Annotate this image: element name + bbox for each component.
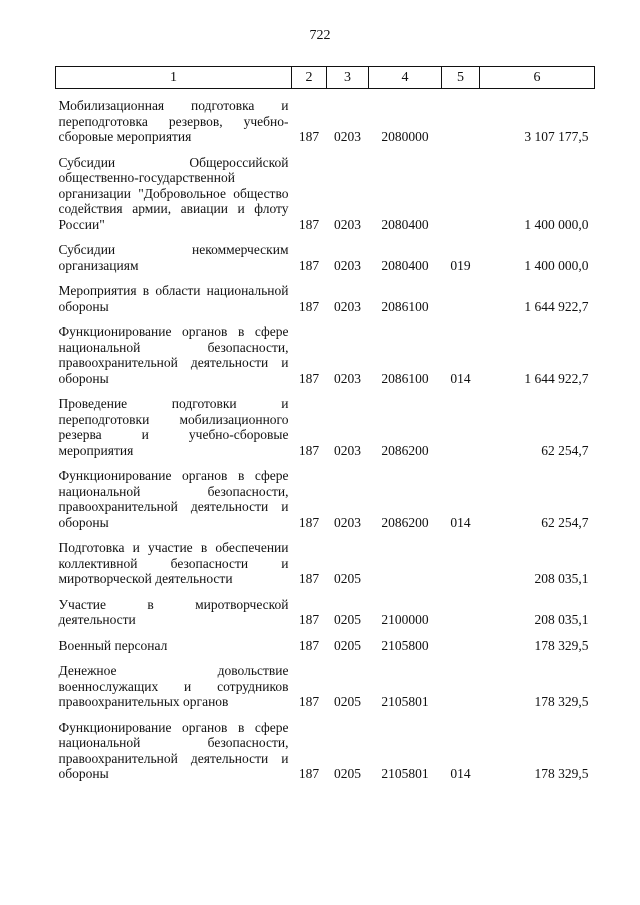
row-description: Подготовка и участие в обеспечении коллективной безопасности и миротворческой деятельности [58,540,289,586]
row-col-5: 019 [450,257,471,273]
row-col-3: 0205 [334,766,361,781]
row-description: Функционирование органов в сфере национальной безопасности, правоохранительной деятельности и обороны [58,468,289,530]
table-row [56,530,595,587]
row-col-2: 187 [298,298,320,314]
table-row [56,314,595,386]
row-col-5 [442,386,480,458]
row-description: Мобилизационная подготовка и переподготовка резервов, учебно-сборовые мероприятия [58,98,289,144]
row-col-5 [442,628,480,654]
header-col-1: 1 [56,67,292,89]
row-amount: 178 329,5 [534,694,589,709]
row-col-3: 0203 [334,298,361,314]
row-description: Функционирование органов в сфере национальной безопасности, правоохранительной деятельности и обороны [58,719,289,781]
row-col-2: 187 [298,216,320,232]
row-col-2: 187 [298,370,320,386]
row-col-2: 187 [298,571,320,586]
row-col-4: 2080000 [381,129,429,144]
table-row [56,458,595,530]
row-amount: 62 254,7 [541,514,589,530]
row-col-5: 014 [450,514,471,530]
row-amount: 3 107 177,5 [524,129,589,144]
row-col-3: 0205 [334,612,361,627]
row-col-4: 2086100 [381,298,429,314]
row-col-2: 187 [298,612,320,627]
header-row [56,67,595,89]
row-amount: 1 400 000,0 [524,216,589,232]
row-col-2: 187 [298,442,320,458]
row-description: Проведение подготовки и переподготовки мобилизационного резерва и учебно-сборовые мероприятия [58,396,289,458]
row-col-4: 2080400 [381,257,429,273]
header-col-5: 5 [442,67,480,89]
header-col-6: 6 [480,67,595,89]
row-col-4: 2105801 [381,694,429,709]
table-header [56,67,595,89]
row-description: Участие в миротворческой деятельности [58,596,289,627]
row-col-4: 2086200 [381,442,429,458]
row-col-4: 2100000 [381,612,429,627]
row-col-2: 187 [298,129,320,144]
row-amount: 1 644 922,7 [524,298,589,314]
row-col-5 [442,273,480,314]
table-row [56,232,595,273]
row-col-2: 187 [298,257,320,273]
row-col-3: 0203 [334,442,361,458]
row-col-4: 2105801 [381,766,429,781]
table-row [56,628,595,654]
row-amount: 1 400 000,0 [524,257,589,273]
header-col-4: 4 [369,67,442,89]
row-description: Субсидии некоммерческим организациям [58,242,289,273]
row-col-5 [442,145,480,233]
row-col-5: 014 [450,766,471,781]
row-amount: 178 329,5 [534,766,589,781]
row-col-3: 0203 [334,514,361,530]
row-description: Военный персонал [58,637,168,653]
row-amount: 208 035,1 [534,571,589,586]
row-amount: 178 329,5 [534,637,589,653]
row-description: Функционирование органов в сфере национальной безопасности, правоохранительной деятельности и обороны [58,324,289,386]
row-col-5 [442,587,480,628]
row-amount: 208 035,1 [534,612,589,627]
row-col-3: 0203 [334,257,361,273]
row-col-4: 2105800 [381,637,429,653]
table-row [56,653,595,710]
table-row [56,386,595,458]
row-col-5 [442,89,480,145]
row-col-3: 0203 [334,216,361,232]
row-col-5: 014 [450,370,471,386]
row-col-3: 0205 [334,571,361,586]
row-col-3: 0203 [334,129,361,144]
header-col-3: 3 [327,67,369,89]
table-row [56,273,595,314]
row-description: Субсидии Общероссийской общественно-государственной организации "Добровольное общество содействия армии, авиации и флоту России" [58,154,289,232]
budget-table [55,66,595,782]
row-col-2: 187 [298,766,320,781]
row-description: Денежное довольствие военнослужащих и сотрудников правоохранительных органов [58,663,289,709]
table-row [56,710,595,782]
table-body [56,89,595,782]
row-col-5 [442,530,480,587]
table-row [56,587,595,628]
row-col-3: 0205 [334,694,361,709]
page-number: 722 [309,28,331,43]
table-row [56,145,595,233]
row-col-2: 187 [298,514,320,530]
row-col-2: 187 [298,694,320,709]
row-amount: 1 644 922,7 [524,370,589,386]
row-col-3: 0205 [334,637,361,653]
row-col-4 [369,530,442,587]
row-col-4: 2086200 [381,514,429,530]
row-col-3: 0203 [334,370,361,386]
row-col-2: 187 [298,637,320,653]
row-amount: 62 254,7 [541,442,589,458]
row-col-5 [442,653,480,710]
row-col-4: 2086100 [381,370,429,386]
row-col-4: 2080400 [381,216,429,232]
row-description: Мероприятия в области национальной обороны [58,283,289,314]
header-col-2: 2 [292,67,327,89]
table-row [56,89,595,145]
